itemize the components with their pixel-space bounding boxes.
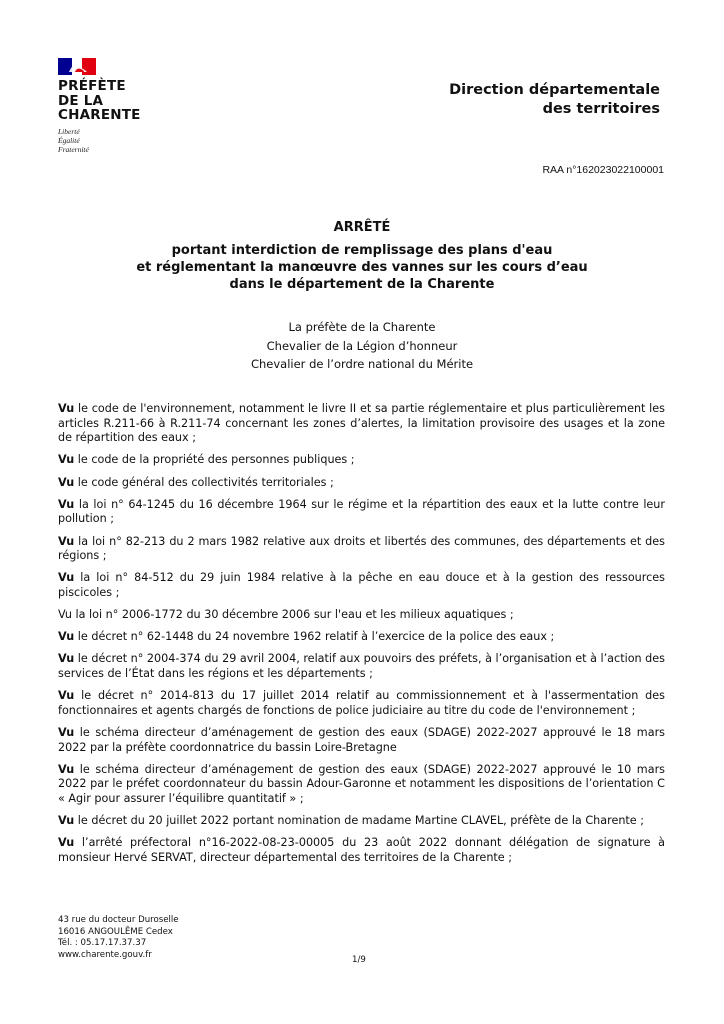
visa-keyword: Vu — [58, 571, 75, 585]
website-link[interactable]: www.charente.gouv.fr — [58, 949, 152, 960]
visa-paragraph — [58, 476, 665, 491]
republic-flag-icon — [58, 58, 96, 75]
visa-keyword: Vu — [58, 726, 75, 740]
visas-list — [58, 402, 665, 873]
visa-paragraph — [58, 726, 665, 755]
title-line: dans le département de la Charente — [229, 277, 495, 292]
authority-line: Chevalier de l’ordre national du Mérite — [250, 357, 474, 371]
visa-paragraph — [58, 689, 665, 718]
title-line: et réglementant la manœuvre des vannes sur les cours d’eau — [136, 260, 588, 275]
direction-title: Direction départementale des territoires — [449, 82, 660, 117]
arrete-heading: ARRÊTÉ — [333, 220, 391, 235]
visa-paragraph — [58, 453, 665, 468]
title-line: portant interdiction de remplissage des plans d'eau — [171, 243, 553, 258]
visa-text: l’arrêté préfectoral n°16-2022-08-23-00005 du 23 août 2022 donnant délégation de signature à monsieur Hervé SERVAT, directeur départemental des territoires de la Charente ; — [58, 836, 665, 864]
visa-keyword: Vu — [58, 497, 75, 511]
visa-text: le code général des collectivités territoriales ; — [74, 475, 334, 489]
visa-text: le code de la propriété des personnes publiques ; — [74, 453, 355, 467]
authority-line: Chevalier de la Légion d’honneur — [266, 338, 458, 353]
footer-address — [58, 915, 179, 961]
visa-text: Vu la loi n° 2006-1772 du 30 décembre 2006 sur l'eau et les milieux aquatiques ; — [58, 608, 514, 622]
visa-text: le code de l'environnement, notamment le livre II et sa partie réglementaire et plus particulièrement les articles R.211-66 à R.211-74 concernant les zones d’alertes, la limitation provisoire des usages et la zone de répartition des eaux ; — [58, 402, 665, 445]
visa-keyword: Vu — [58, 630, 75, 644]
visa-text: le décret n° 2014-813 du 17 juillet 2014 relatif au commissionnement et à l'assermentation des fonctionnaires et agents chargés de fonctions de police judiciaire au titre du code de l'environnement ; — [58, 689, 665, 717]
visa-keyword: Vu — [58, 762, 75, 776]
visa-text: le schéma directeur d’aménagement de gestion des eaux (SDAGE) 2022-2027 approuvé le 10 mars 2022 par le préfet coordonnateur du bassin Adour-Garonne et notamment les dispositions de l’orientation C « Agir pour assurer l’équilibre quantitatif » ; — [58, 762, 665, 805]
address-city: 16016 ANGOULÊME Cedex — [58, 926, 173, 937]
visa-paragraph — [58, 498, 665, 527]
visa-text: le décret n° 2004-374 du 29 avril 2004, relatif aux pouvoirs des préfets, à l’organisation et à l’action des services de l’État dans les régions et les départements ; — [58, 652, 665, 681]
marianne-icon — [63, 60, 91, 73]
visa-paragraph — [58, 571, 665, 600]
page-number: 1/9 — [352, 955, 366, 965]
visa-paragraph — [58, 652, 665, 681]
visa-text: la loi n° 64-1245 du 16 décembre 1964 sur le régime et la répartition des eaux et la lutte contre leur pollution ; — [58, 497, 665, 526]
visa-paragraph — [58, 535, 665, 564]
visa-paragraph — [58, 763, 665, 807]
visa-keyword: Vu — [58, 689, 75, 703]
visa-keyword: Vu — [58, 402, 75, 415]
raa-number: RAA n°162023022100001 — [542, 164, 664, 176]
visa-text: le décret n° 62-1448 du 24 novembre 1962 relatif à l’exercice de la police des eaux ; — [74, 630, 555, 644]
visa-paragraph — [58, 814, 665, 829]
visa-paragraph — [58, 402, 665, 446]
visa-text: le décret du 20 juillet 2022 portant nomination de madame Martine CLAVEL, préfète de la Charente ; — [74, 814, 645, 828]
signing-authority — [0, 318, 724, 374]
prefecture-name: PRÉFÈTE DE LA CHARENTE — [58, 78, 141, 123]
visa-text: le schéma directeur d’aménagement de gestion des eaux (SDAGE) 2022-2027 approuvé le 18 mars 2022 par la préfète coordonnatrice du bassin Loire-Bretagne — [58, 726, 665, 754]
authority-line: La préfète de la Charente — [288, 320, 436, 334]
visa-keyword: Vu — [58, 814, 75, 828]
arrete-title-block — [0, 219, 724, 293]
visa-paragraph — [58, 836, 665, 865]
address-street: 43 rue du docteur Duroselle — [58, 915, 179, 925]
visa-text: la loi n° 82-213 du 2 mars 1982 relative aux droits et libertés des communes, des départements et des régions ; — [58, 534, 665, 563]
visa-keyword: Vu — [58, 836, 75, 850]
visa-keyword: Vu — [58, 453, 75, 467]
visa-paragraph — [58, 630, 665, 645]
visa-paragraph — [58, 608, 665, 623]
prefecture-logo — [58, 58, 141, 154]
visa-keyword: Vu — [58, 652, 75, 666]
visa-text: la loi n° 84-512 du 29 juin 1984 relative à la pêche en eau douce et à la gestion des ressources piscicoles ; — [58, 571, 665, 599]
republic-motto: Liberté Égalité Fraternité — [58, 126, 89, 154]
visa-keyword: Vu — [58, 475, 75, 489]
phone-number: Tél. : 05.17.17.37.37 — [58, 938, 147, 949]
visa-keyword: Vu — [58, 534, 75, 548]
